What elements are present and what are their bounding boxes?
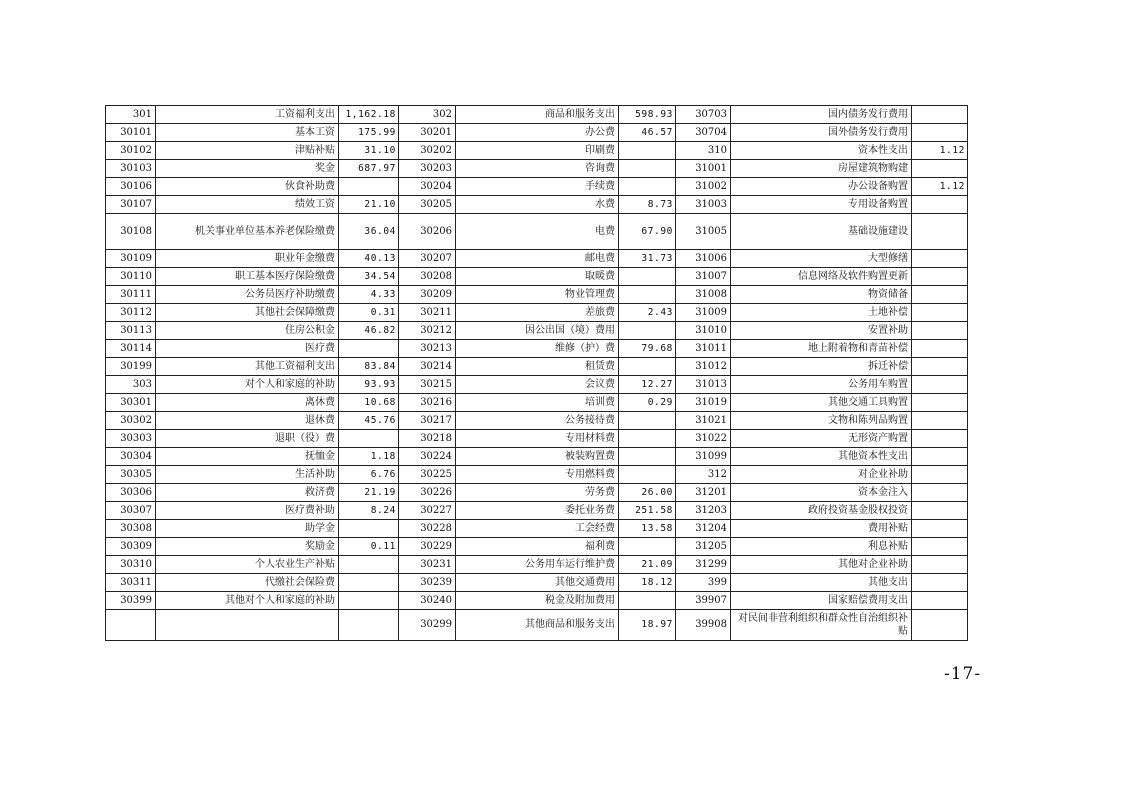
- code-cell: 31006: [676, 250, 731, 268]
- amount-cell: 79.68: [619, 340, 676, 358]
- item-name-cell: 租赁费: [456, 358, 619, 376]
- amount-cell: 26.00: [619, 484, 676, 502]
- code-cell: 30207: [399, 250, 456, 268]
- amount-cell: [912, 106, 968, 124]
- item-name-cell: 国家赔偿费用支出: [731, 592, 912, 610]
- code-cell: 30216: [399, 394, 456, 412]
- amount-cell: 18.97: [619, 610, 676, 641]
- amount-cell: 0.31: [339, 304, 399, 322]
- code-cell: 30102: [106, 142, 156, 160]
- code-cell: 30310: [106, 556, 156, 574]
- amount-cell: 13.58: [619, 520, 676, 538]
- code-cell: 31011: [676, 340, 731, 358]
- amount-cell: [619, 412, 676, 430]
- code-cell: 30218: [399, 430, 456, 448]
- item-name-cell: 其他工资福利支出: [156, 358, 339, 376]
- code-cell: 30302: [106, 412, 156, 430]
- amount-cell: [619, 592, 676, 610]
- item-name-cell: 拆迁补偿: [731, 358, 912, 376]
- item-name-cell: 资本性支出: [731, 142, 912, 160]
- code-cell: 30309: [106, 538, 156, 556]
- item-name-cell: 助学金: [156, 520, 339, 538]
- amount-cell: [912, 466, 968, 484]
- code-cell: 30303: [106, 430, 156, 448]
- code-cell: 30109: [106, 250, 156, 268]
- code-cell: 302: [399, 106, 456, 124]
- code-cell: 30225: [399, 466, 456, 484]
- amount-cell: [912, 394, 968, 412]
- amount-cell: 31.73: [619, 250, 676, 268]
- amount-cell: [912, 322, 968, 340]
- item-name-cell: 医疗费补助: [156, 502, 339, 520]
- amount-cell: [912, 574, 968, 592]
- item-name-cell: 其他支出: [731, 574, 912, 592]
- item-name-cell: 委托业务费: [456, 502, 619, 520]
- amount-cell: [912, 484, 968, 502]
- item-name-cell: 个人农业生产补贴: [156, 556, 339, 574]
- code-cell: 30311: [106, 574, 156, 592]
- code-cell: 30203: [399, 160, 456, 178]
- code-cell: 30704: [676, 124, 731, 142]
- item-name-cell: 医疗费: [156, 340, 339, 358]
- amount-cell: [339, 574, 399, 592]
- code-cell: 30111: [106, 286, 156, 304]
- code-cell: 30224: [399, 448, 456, 466]
- amount-cell: 36.04: [339, 214, 399, 250]
- code-cell: 30101: [106, 124, 156, 142]
- amount-cell: [339, 430, 399, 448]
- item-name-cell: 安置补助: [731, 322, 912, 340]
- amount-cell: 67.90: [619, 214, 676, 250]
- amount-cell: [619, 448, 676, 466]
- table-row: [106, 466, 968, 484]
- amount-cell: [912, 412, 968, 430]
- table-row: [106, 142, 968, 160]
- table-row: [106, 556, 968, 574]
- item-name-cell: 办公费: [456, 124, 619, 142]
- item-name-cell: 奖金: [156, 160, 339, 178]
- code-cell: 30301: [106, 394, 156, 412]
- amount-cell: 1.18: [339, 448, 399, 466]
- budget-expenditure-table: [105, 105, 968, 641]
- amount-cell: 4.33: [339, 286, 399, 304]
- item-name-cell: 住房公积金: [156, 322, 339, 340]
- table-row: [106, 484, 968, 502]
- table-row: [106, 538, 968, 556]
- item-name-cell: 劳务费: [456, 484, 619, 502]
- item-name-cell: 基本工资: [156, 124, 339, 142]
- amount-cell: [619, 286, 676, 304]
- table-row: [106, 304, 968, 322]
- code-cell: 30307: [106, 502, 156, 520]
- code-cell: 30308: [106, 520, 156, 538]
- amount-cell: 251.58: [619, 502, 676, 520]
- item-name-cell: [156, 610, 339, 641]
- amount-cell: 46.82: [339, 322, 399, 340]
- amount-cell: 8.73: [619, 196, 676, 214]
- amount-cell: [339, 340, 399, 358]
- code-cell: 30239: [399, 574, 456, 592]
- code-cell: 30103: [106, 160, 156, 178]
- code-cell: 30399: [106, 592, 156, 610]
- item-name-cell: 其他对企业补助: [731, 556, 912, 574]
- code-cell: 30227: [399, 502, 456, 520]
- item-name-cell: 专用设备购置: [731, 196, 912, 214]
- item-name-cell: 税金及附加费用: [456, 592, 619, 610]
- item-name-cell: 退职（役）费: [156, 430, 339, 448]
- item-name-cell: 无形资产购置: [731, 430, 912, 448]
- item-name-cell: 公务用车运行维护费: [456, 556, 619, 574]
- amount-cell: [912, 268, 968, 286]
- item-name-cell: 公务接待费: [456, 412, 619, 430]
- item-name-cell: 其他资本性支出: [731, 448, 912, 466]
- code-cell: 31204: [676, 520, 731, 538]
- amount-cell: 10.68: [339, 394, 399, 412]
- amount-cell: 598.93: [619, 106, 676, 124]
- item-name-cell: 手续费: [456, 178, 619, 196]
- code-cell: 31010: [676, 322, 731, 340]
- item-name-cell: 地上附着物和青苗补偿: [731, 340, 912, 358]
- code-cell: 30304: [106, 448, 156, 466]
- amount-cell: [912, 430, 968, 448]
- item-name-cell: 邮电费: [456, 250, 619, 268]
- item-name-cell: 救济费: [156, 484, 339, 502]
- amount-cell: [912, 286, 968, 304]
- code-cell: 30217: [399, 412, 456, 430]
- code-cell: 30228: [399, 520, 456, 538]
- amount-cell: [912, 214, 968, 250]
- table-row: [106, 376, 968, 394]
- code-cell: 310: [676, 142, 731, 160]
- table-row: [106, 124, 968, 142]
- amount-cell: 0.11: [339, 538, 399, 556]
- code-cell: 30212: [399, 322, 456, 340]
- table-row: [106, 340, 968, 358]
- item-name-cell: 政府投资基金股权投资: [731, 502, 912, 520]
- item-name-cell: 对个人和家庭的补助: [156, 376, 339, 394]
- code-cell: 30202: [399, 142, 456, 160]
- code-cell: 30112: [106, 304, 156, 322]
- code-cell: [106, 610, 156, 641]
- amount-cell: 687.97: [339, 160, 399, 178]
- item-name-cell: 印刷费: [456, 142, 619, 160]
- table-row: [106, 160, 968, 178]
- item-name-cell: 津贴补贴: [156, 142, 339, 160]
- item-name-cell: 公务员医疗补助缴费: [156, 286, 339, 304]
- item-name-cell: 商品和服务支出: [456, 106, 619, 124]
- item-name-cell: 培训费: [456, 394, 619, 412]
- code-cell: 303: [106, 376, 156, 394]
- code-cell: 39907: [676, 592, 731, 610]
- amount-cell: 21.09: [619, 556, 676, 574]
- item-name-cell: 咨询费: [456, 160, 619, 178]
- amount-cell: 12.27: [619, 376, 676, 394]
- amount-cell: 0.29: [619, 394, 676, 412]
- amount-cell: [912, 304, 968, 322]
- item-name-cell: 资本金注入: [731, 484, 912, 502]
- amount-cell: 18.12: [619, 574, 676, 592]
- code-cell: 31005: [676, 214, 731, 250]
- item-name-cell: 专用燃料费: [456, 466, 619, 484]
- amount-cell: 175.99: [339, 124, 399, 142]
- amount-cell: [619, 358, 676, 376]
- amount-cell: [339, 178, 399, 196]
- code-cell: 30299: [399, 610, 456, 641]
- item-name-cell: 工会经费: [456, 520, 619, 538]
- code-cell: 31201: [676, 484, 731, 502]
- amount-cell: [619, 430, 676, 448]
- code-cell: 39908: [676, 610, 731, 641]
- amount-cell: 1.12: [912, 142, 968, 160]
- amount-cell: 31.10: [339, 142, 399, 160]
- code-cell: 312: [676, 466, 731, 484]
- item-name-cell: 物资储备: [731, 286, 912, 304]
- amount-cell: 45.76: [339, 412, 399, 430]
- code-cell: 30215: [399, 376, 456, 394]
- item-name-cell: 职工基本医疗保险缴费: [156, 268, 339, 286]
- code-cell: 30201: [399, 124, 456, 142]
- code-cell: 31013: [676, 376, 731, 394]
- code-cell: 30204: [399, 178, 456, 196]
- amount-cell: 34.54: [339, 268, 399, 286]
- item-name-cell: 奖励金: [156, 538, 339, 556]
- table-row: [106, 358, 968, 376]
- item-name-cell: 房屋建筑物购建: [731, 160, 912, 178]
- item-name-cell: 离休费: [156, 394, 339, 412]
- code-cell: 31003: [676, 196, 731, 214]
- table-row: [106, 106, 968, 124]
- item-name-cell: 代缴社会保险费: [156, 574, 339, 592]
- code-cell: 30108: [106, 214, 156, 250]
- amount-cell: 83.84: [339, 358, 399, 376]
- amount-cell: [912, 250, 968, 268]
- page-number: -17-: [944, 664, 982, 684]
- code-cell: 31021: [676, 412, 731, 430]
- amount-cell: 1,162.18: [339, 106, 399, 124]
- table-row: [106, 394, 968, 412]
- code-cell: 30306: [106, 484, 156, 502]
- table-row: [106, 322, 968, 340]
- table-row: [106, 286, 968, 304]
- amount-cell: [912, 610, 968, 641]
- amount-cell: 6.76: [339, 466, 399, 484]
- code-cell: 31019: [676, 394, 731, 412]
- item-name-cell: 差旅费: [456, 304, 619, 322]
- amount-cell: [339, 592, 399, 610]
- code-cell: 30114: [106, 340, 156, 358]
- item-name-cell: 绩效工资: [156, 196, 339, 214]
- amount-cell: [912, 340, 968, 358]
- code-cell: 30305: [106, 466, 156, 484]
- item-name-cell: 大型修缮: [731, 250, 912, 268]
- code-cell: 31001: [676, 160, 731, 178]
- item-name-cell: 物业管理费: [456, 286, 619, 304]
- item-name-cell: 抚恤金: [156, 448, 339, 466]
- amount-cell: [339, 610, 399, 641]
- table-row: [106, 430, 968, 448]
- item-name-cell: 基础设施建设: [731, 214, 912, 250]
- amount-cell: [912, 592, 968, 610]
- table-row: [106, 250, 968, 268]
- item-name-cell: 费用补贴: [731, 520, 912, 538]
- table-row: [106, 412, 968, 430]
- code-cell: 30231: [399, 556, 456, 574]
- amount-cell: [619, 538, 676, 556]
- item-name-cell: 工资福利支出: [156, 106, 339, 124]
- item-name-cell: 办公设备购置: [731, 178, 912, 196]
- item-name-cell: 专用材料费: [456, 430, 619, 448]
- amount-cell: [912, 502, 968, 520]
- code-cell: 399: [676, 574, 731, 592]
- amount-cell: [912, 556, 968, 574]
- table-row: [106, 592, 968, 610]
- item-name-cell: 其他对个人和家庭的补助: [156, 592, 339, 610]
- item-name-cell: 其他交通工具购置: [731, 394, 912, 412]
- amount-cell: 8.24: [339, 502, 399, 520]
- amount-cell: 1.12: [912, 178, 968, 196]
- amount-cell: [912, 520, 968, 538]
- code-cell: 30113: [106, 322, 156, 340]
- code-cell: 31022: [676, 430, 731, 448]
- item-name-cell: 土地补偿: [731, 304, 912, 322]
- item-name-cell: 维修（护）费: [456, 340, 619, 358]
- item-name-cell: 职业年金缴费: [156, 250, 339, 268]
- code-cell: 30213: [399, 340, 456, 358]
- item-name-cell: 对民间非营利组织和群众性自治组织补贴: [731, 610, 912, 641]
- item-name-cell: 取暖费: [456, 268, 619, 286]
- code-cell: 30107: [106, 196, 156, 214]
- item-name-cell: 其他社会保障缴费: [156, 304, 339, 322]
- item-name-cell: 国内债务发行费用: [731, 106, 912, 124]
- table-row: [106, 520, 968, 538]
- amount-cell: [619, 466, 676, 484]
- amount-cell: [912, 538, 968, 556]
- table-body: [106, 106, 968, 641]
- code-cell: 30199: [106, 358, 156, 376]
- amount-cell: [339, 556, 399, 574]
- item-name-cell: 信息网络及软件购置更新: [731, 268, 912, 286]
- code-cell: 31099: [676, 448, 731, 466]
- amount-cell: [912, 160, 968, 178]
- item-name-cell: 水费: [456, 196, 619, 214]
- code-cell: 31008: [676, 286, 731, 304]
- code-cell: 31012: [676, 358, 731, 376]
- code-cell: 31009: [676, 304, 731, 322]
- code-cell: 30208: [399, 268, 456, 286]
- code-cell: 30703: [676, 106, 731, 124]
- table-row: [106, 268, 968, 286]
- item-name-cell: 其他交通费用: [456, 574, 619, 592]
- item-name-cell: 公务用车购置: [731, 376, 912, 394]
- item-name-cell: 被装购置费: [456, 448, 619, 466]
- item-name-cell: 机关事业单位基本养老保险缴费: [156, 214, 339, 250]
- code-cell: 30205: [399, 196, 456, 214]
- amount-cell: [619, 322, 676, 340]
- code-cell: 30211: [399, 304, 456, 322]
- code-cell: 31002: [676, 178, 731, 196]
- table-row: [106, 214, 968, 250]
- amount-cell: 2.43: [619, 304, 676, 322]
- code-cell: 30106: [106, 178, 156, 196]
- code-cell: 30240: [399, 592, 456, 610]
- code-cell: 30206: [399, 214, 456, 250]
- item-name-cell: 电费: [456, 214, 619, 250]
- item-name-cell: 对企业补助: [731, 466, 912, 484]
- amount-cell: [912, 376, 968, 394]
- table-row: [106, 574, 968, 592]
- amount-cell: [619, 160, 676, 178]
- amount-cell: [619, 268, 676, 286]
- amount-cell: 46.57: [619, 124, 676, 142]
- amount-cell: [339, 520, 399, 538]
- table-row: [106, 502, 968, 520]
- code-cell: 30110: [106, 268, 156, 286]
- table-row: [106, 610, 968, 641]
- code-cell: 301: [106, 106, 156, 124]
- table-row: [106, 196, 968, 214]
- table-row: [106, 448, 968, 466]
- code-cell: 31299: [676, 556, 731, 574]
- code-cell: 31007: [676, 268, 731, 286]
- item-name-cell: 国外债务发行费用: [731, 124, 912, 142]
- item-name-cell: 伙食补助费: [156, 178, 339, 196]
- amount-cell: 93.93: [339, 376, 399, 394]
- amount-cell: 21.19: [339, 484, 399, 502]
- item-name-cell: 因公出国（境）费用: [456, 322, 619, 340]
- item-name-cell: 其他商品和服务支出: [456, 610, 619, 641]
- item-name-cell: 利息补贴: [731, 538, 912, 556]
- amount-cell: [912, 448, 968, 466]
- amount-cell: [912, 358, 968, 376]
- amount-cell: 21.10: [339, 196, 399, 214]
- amount-cell: [912, 124, 968, 142]
- item-name-cell: 生活补助: [156, 466, 339, 484]
- code-cell: 30214: [399, 358, 456, 376]
- item-name-cell: 会议费: [456, 376, 619, 394]
- code-cell: 30229: [399, 538, 456, 556]
- amount-cell: 40.13: [339, 250, 399, 268]
- item-name-cell: 福利费: [456, 538, 619, 556]
- code-cell: 31205: [676, 538, 731, 556]
- amount-cell: [619, 178, 676, 196]
- item-name-cell: 文物和陈列品购置: [731, 412, 912, 430]
- amount-cell: [912, 196, 968, 214]
- code-cell: 30226: [399, 484, 456, 502]
- item-name-cell: 退休费: [156, 412, 339, 430]
- code-cell: 31203: [676, 502, 731, 520]
- amount-cell: [619, 142, 676, 160]
- table-row: [106, 178, 968, 196]
- code-cell: 30209: [399, 286, 456, 304]
